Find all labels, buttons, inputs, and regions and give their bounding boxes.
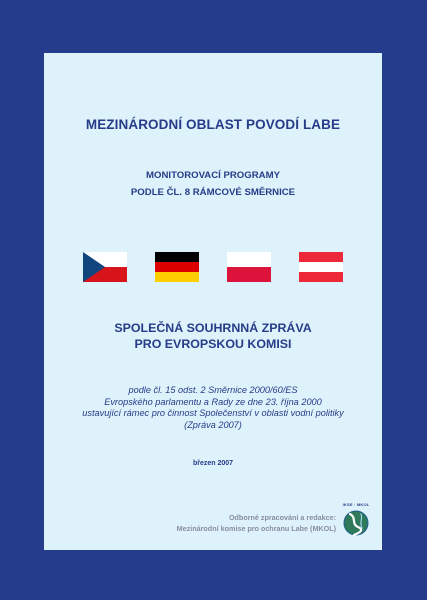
mkol-logo-icon — [341, 502, 371, 538]
subtitle-line-2: PODLE ČL. 8 RÁMCOVÉ SMĚRNICE — [130, 187, 296, 198]
austrian-flag-icon — [299, 252, 343, 282]
description-line-1: podle čl. 15 odst. 2 Směrnice 2000/60/ES — [128, 385, 298, 395]
logo-text: IKSE · MKOL — [342, 502, 370, 507]
heading-line-2: PRO EVROPSKOU KOMISI — [134, 336, 292, 351]
subtitle — [44, 167, 382, 201]
subtitle-line-1: MONITOROVACÍ PROGRAMY — [146, 170, 280, 181]
german-flag-icon — [155, 252, 199, 282]
description-line-4: (Zpráva 2007) — [184, 419, 242, 430]
report-date: březen 2007 — [192, 460, 234, 467]
report-description — [44, 385, 382, 431]
czech-flag-icon — [83, 252, 127, 282]
report-heading — [44, 321, 382, 352]
credits-line-1: Odborné zpracování a redakce: — [228, 513, 336, 522]
cover-panel — [44, 53, 382, 550]
description-line-2: Evropského parlamentu a Rady ze dne 23. října 2000 — [104, 396, 322, 407]
heading-line-1: SPOLEČNÁ SOUHRNNÁ ZPRÁVA — [114, 321, 312, 335]
credits — [177, 513, 336, 534]
polish-flag-icon — [227, 252, 271, 282]
flags-row — [44, 252, 382, 282]
description-line-3: ustavující rámec pro činnost Společenství v oblasti vodní politiky — [82, 408, 344, 418]
organization-title: MEZINÁRODNÍ OBLAST POVODÍ LABE — [85, 117, 341, 132]
credits-line-2: Mezinárodní komise pro ochranu Labe (MKOL) — [176, 523, 336, 533]
